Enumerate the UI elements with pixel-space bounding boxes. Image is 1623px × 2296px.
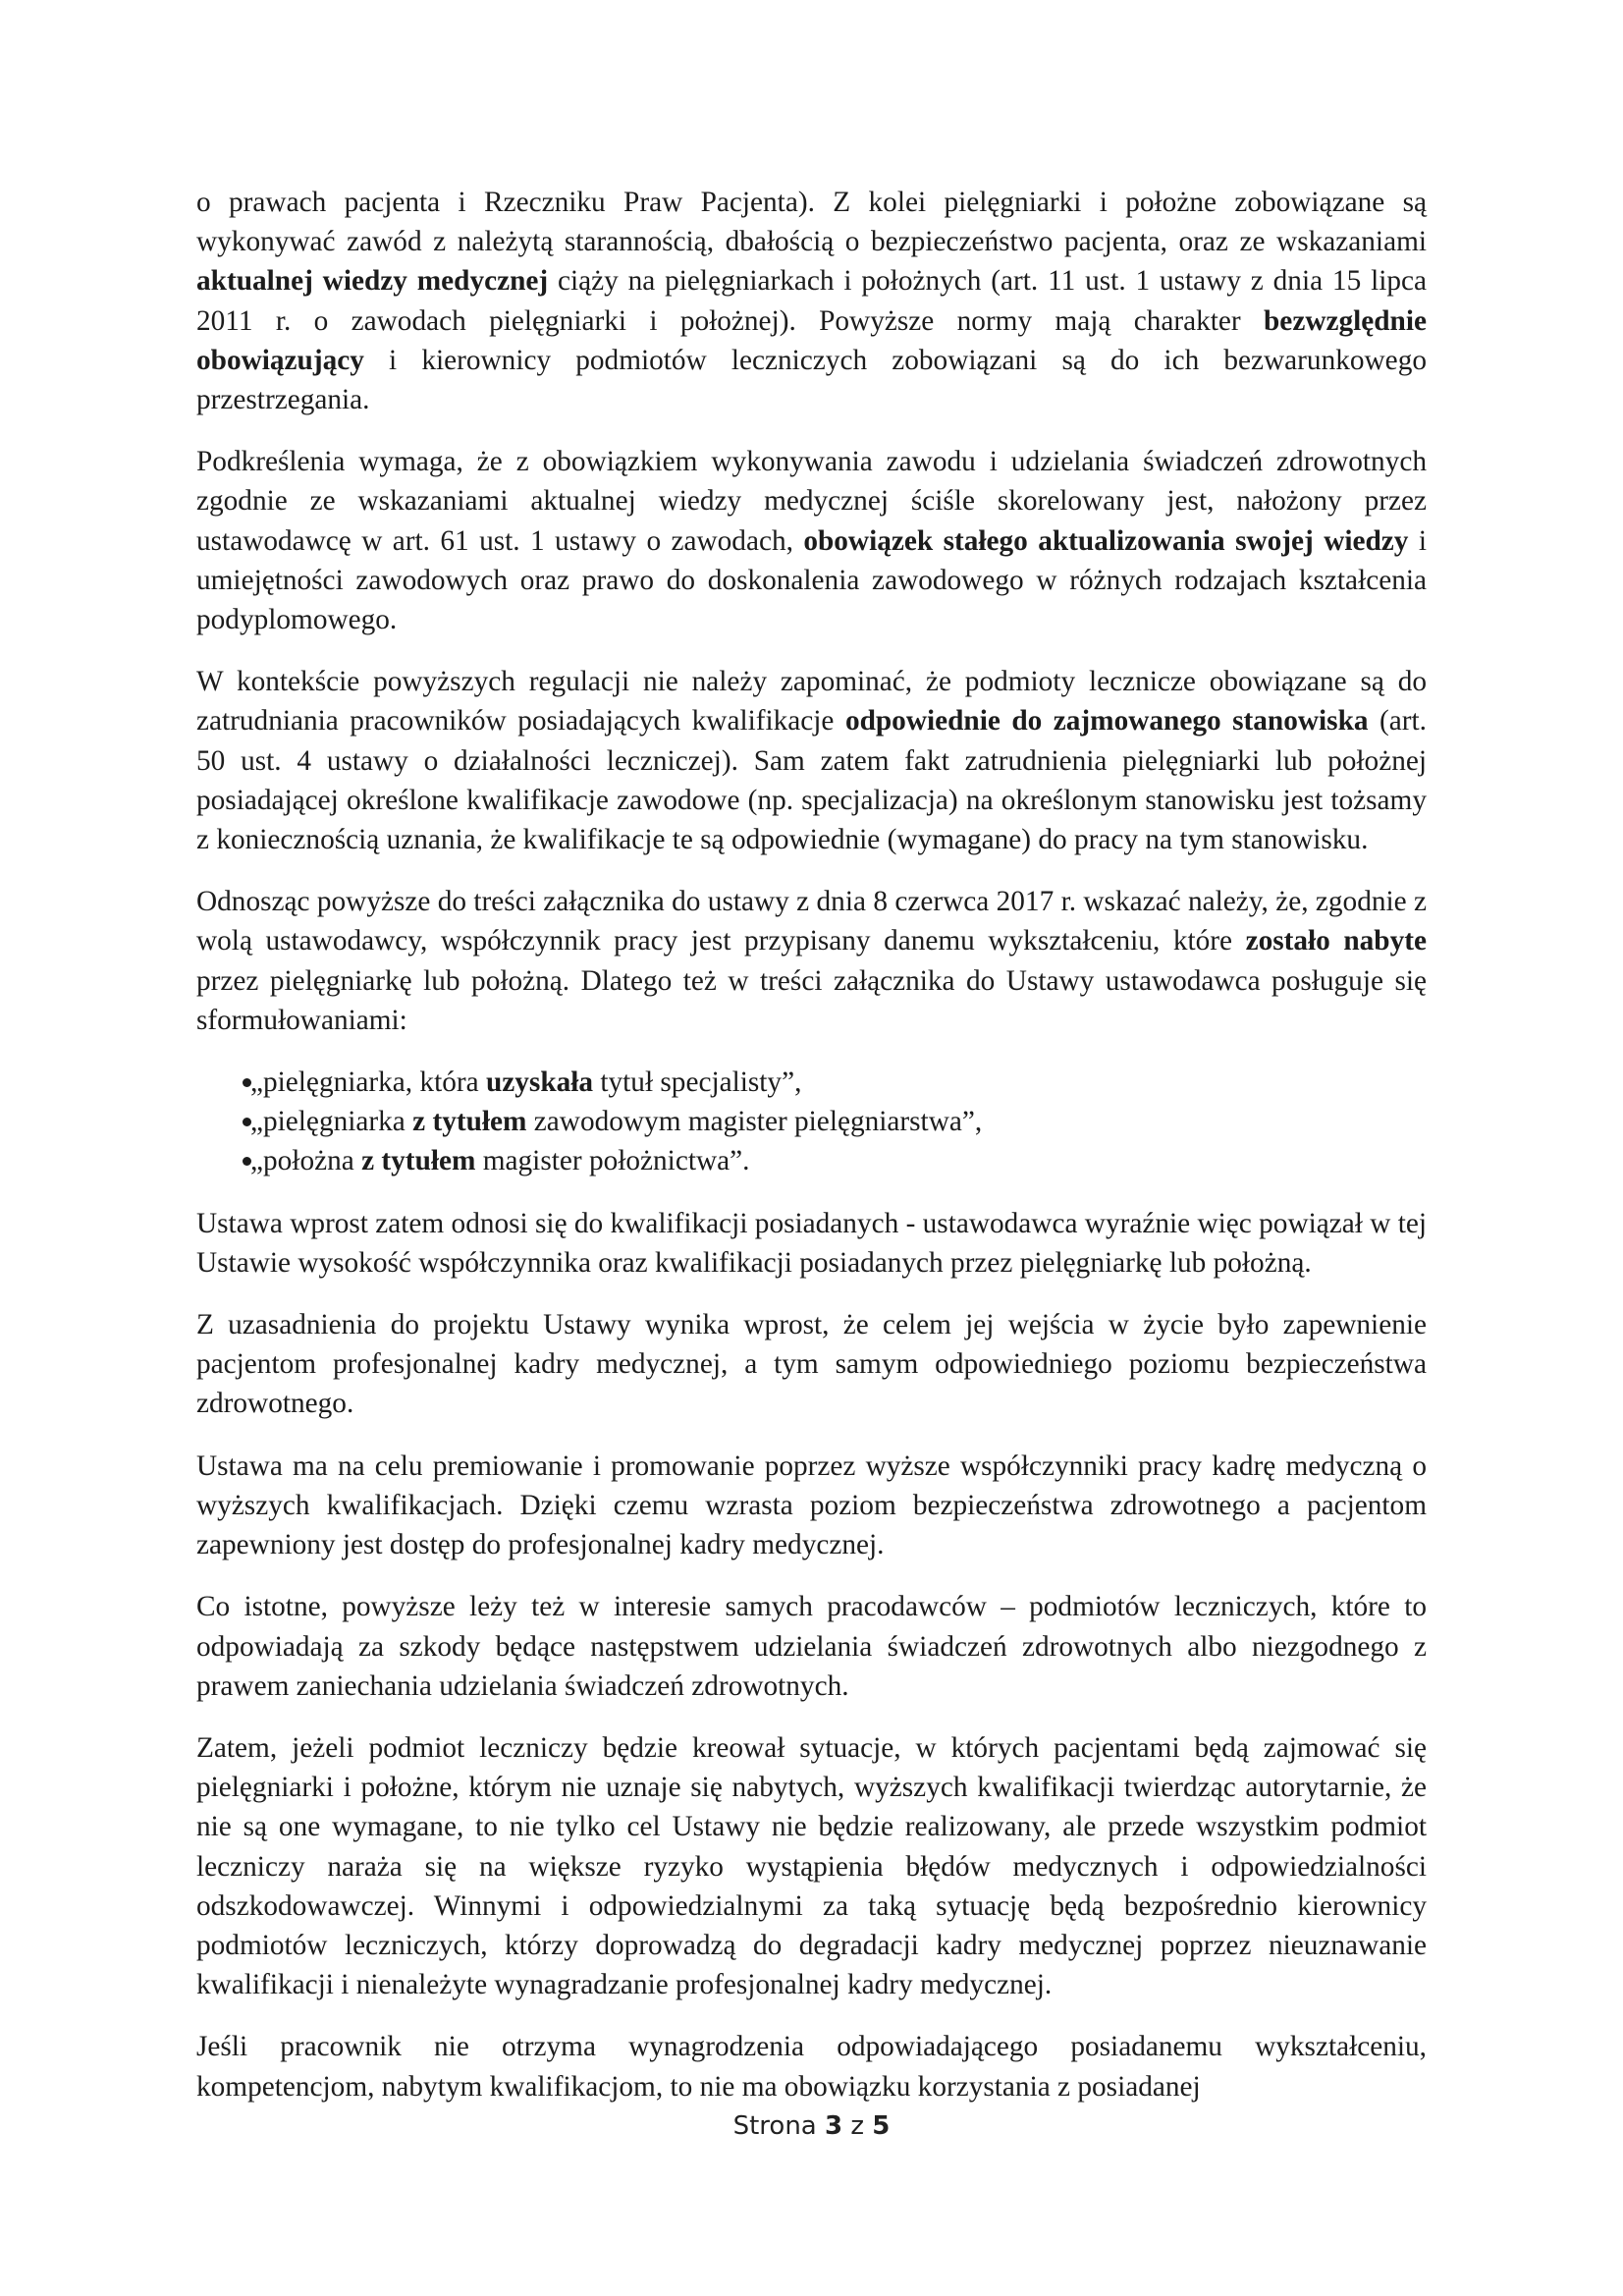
- paragraph: [196, 1587, 1427, 1706]
- bold-text-run: zostało nabyte: [1245, 925, 1427, 957]
- text-run: Zatem, jeżeli podmiot leczniczy będzie kreował sytuacje, w których pacjentami będą zajmować się pielęgniarki i położne, którym nie uznaje się nabytych, wyższych kwalifikacji twierdząc autorytarnie, że nie są one wymagane, to nie tylko cel Ustawy nie będzie realizowany, ale przede wszystkim podmiot leczniczy naraża się na większe ryzyko wystąpienia błędów medycznych i odpowiedzialności odszkodowawczej. Winnymi i odpowiedzialnymi za taką sytuację będą bezpośrednio kierownicy podmiotów leczniczych, którzy doprowadzą do degradacji kadry medycznej poprzez nieuznawanie kwalifikacji i nienależyte wynagradzanie profesjonalnej kadry medycznej.: [196, 1731, 1427, 2001]
- text-run: Z uzasadnienia do projektu Ustawy wynika wprost, że celem jej wejścia w życie było zapewnienie pacjentom profesjonalnej kadry medycznej, a tym samym odpowiedniego poziomu bezpieczeństwa zdrowotnego.: [196, 1309, 1427, 1420]
- text-run: i kierownicy podmiotów leczniczych zobowiązani są do ich bezwarunkowego przestrzegania.: [196, 344, 1427, 416]
- text-run: ciąży na pielęgniarkach i położnych (art. 11 ust. 1 ustawy z dnia 15 lipca 2011 r. o zawodach pielęgniarki i położnej). Powyższe normy mają charakter: [196, 265, 1427, 337]
- text-run: (art. 50 ust. 4 ustawy o działalności leczniczej). Sam zatem fakt zatrudnienia pielęgniarki lub położnej posiadającej określone kwalifikacje zawodowe (np. specjalizacja) na określonym stanowisku jest tożsamy z koniecznością uznania, że kwalifikacje te są odpowiednie (wymagane) do pracy na tym stanowisku.: [196, 705, 1428, 856]
- page-current: 3: [825, 2111, 843, 2141]
- text-run: przez pielęgniarkę lub położną. Dlatego też w treści załącznika do Ustawy ustawodawca posługuje się sformułowaniami:: [196, 964, 1427, 1036]
- bold-text-run: z tytułem: [412, 1106, 527, 1138]
- paragraph: [196, 1447, 1427, 1565]
- bold-text-run: z tytułem: [361, 1145, 476, 1177]
- text-run: Podkreślenia wymaga, że z obowiązkiem wykonywania zawodu i udzielania świadczeń zdrowotnych zgodnie ze wskazaniami aktualnej wiedzy medycznej ściśle skorelowany jest, nałożony przez ustawodawcę w art. 61 ust. 1 ustawy o zawodach,: [196, 446, 1427, 557]
- paragraph: [196, 442, 1427, 639]
- bold-text-run: uzyskała: [485, 1066, 594, 1099]
- paragraph: [196, 1728, 1427, 2004]
- text-run: tytuł specjalisty”,: [593, 1066, 802, 1099]
- text-run: magister położnictwa”.: [475, 1145, 750, 1177]
- list-item: [196, 1141, 1427, 1180]
- paragraph: [196, 183, 1427, 419]
- page-label: Strona: [732, 2111, 817, 2141]
- text-run: Ustawa ma na celu premiowanie i promowanie poprzez wyższe współczynniki pracy kadrę medyczną o wyższych kwalifikacjach. Dzięki czemu wzrasta poziom bezpieczeństwa zdrowotnego a pacjentom zapewniony jest dostęp do profesjonalnej kadry medycznej.: [196, 1449, 1427, 1561]
- paragraph: [196, 882, 1427, 1040]
- paragraph: [196, 662, 1427, 859]
- text-run: „pielęgniarka: [250, 1106, 413, 1138]
- list-item: [196, 1102, 1427, 1141]
- page-total: 5: [872, 2111, 891, 2141]
- text-run: „położna: [250, 1145, 362, 1177]
- paragraph: [196, 2027, 1427, 2105]
- text-run: Odnosząc powyższe do treści załącznika do ustawy z dnia 8 czerwca 2017 r. wskazać należy, że, zgodnie z wolą ustawodawcy, współczynnik pracy jest przypisany danemu wykształceniu, które: [196, 886, 1427, 957]
- document-body-top: [196, 183, 1427, 1040]
- text-run: W kontekście powyższych regulacji nie należy zapominać, że podmioty lecznicze obowiązane są do zatrudniania pracowników posiadających kwalifikacje: [196, 666, 1427, 738]
- text-run: Co istotne, powyższe leży też w interesie samych pracodawców – podmiotów leczniczych, które to odpowiadają za szkody będące następstwem udzielania świadczeń zdrowotnych albo niezgodnego z prawem zaniechania udzielania świadczeń zdrowotnych.: [196, 1591, 1427, 1702]
- page-of: z: [850, 2111, 865, 2141]
- text-run: Ustawa wprost zatem odnosi się do kwalifikacji posiadanych - ustawodawca wyraźnie więc powiązał w tej Ustawie wysokość współczynnika oraz kwalifikacji posiadanych przez pielęgniarkę lub położną.: [196, 1207, 1427, 1279]
- bold-text-run: bezwzględnie obowiązujący: [196, 304, 1427, 376]
- bold-text-run: obowiązek stałego aktualizowania swojej wiedzy: [803, 524, 1409, 557]
- paragraph: [196, 1204, 1427, 1283]
- list-item: [196, 1063, 1427, 1102]
- text-run: „pielęgniarka, która: [250, 1066, 486, 1099]
- bold-text-run: aktualnej wiedzy medycznej: [196, 265, 549, 298]
- bullet-list: [196, 1063, 1427, 1181]
- text-run: Jeśli pracownik nie otrzyma wynagrodzenia odpowiadającego posiadanemu wykształceniu, kompetencjom, nabytym kwalifikacjom, to nie ma obowiązku korzystania z posiadanej: [196, 2031, 1427, 2103]
- document-body-bottom: [196, 1204, 1427, 2106]
- text-run: i umiejętności zawodowych oraz prawo do doskonalenia zawodowego w różnych rodzajach kształcenia podyplomowego.: [196, 524, 1427, 636]
- page-footer: [0, 2111, 1623, 2141]
- paragraph: [196, 1305, 1427, 1424]
- text-run: zawodowym magister pielęgniarstwa”,: [526, 1106, 983, 1138]
- text-run: o prawach pacjenta i Rzeczniku Praw Pacjenta). Z kolei pielęgniarki i położne zobowiązane są wykonywać zawód z należytą starannością, dbałością o bezpieczeństwo pacjenta, oraz ze wskazaniami: [196, 187, 1427, 258]
- bold-text-run: odpowiednie do zajmowanego stanowiska: [844, 705, 1369, 738]
